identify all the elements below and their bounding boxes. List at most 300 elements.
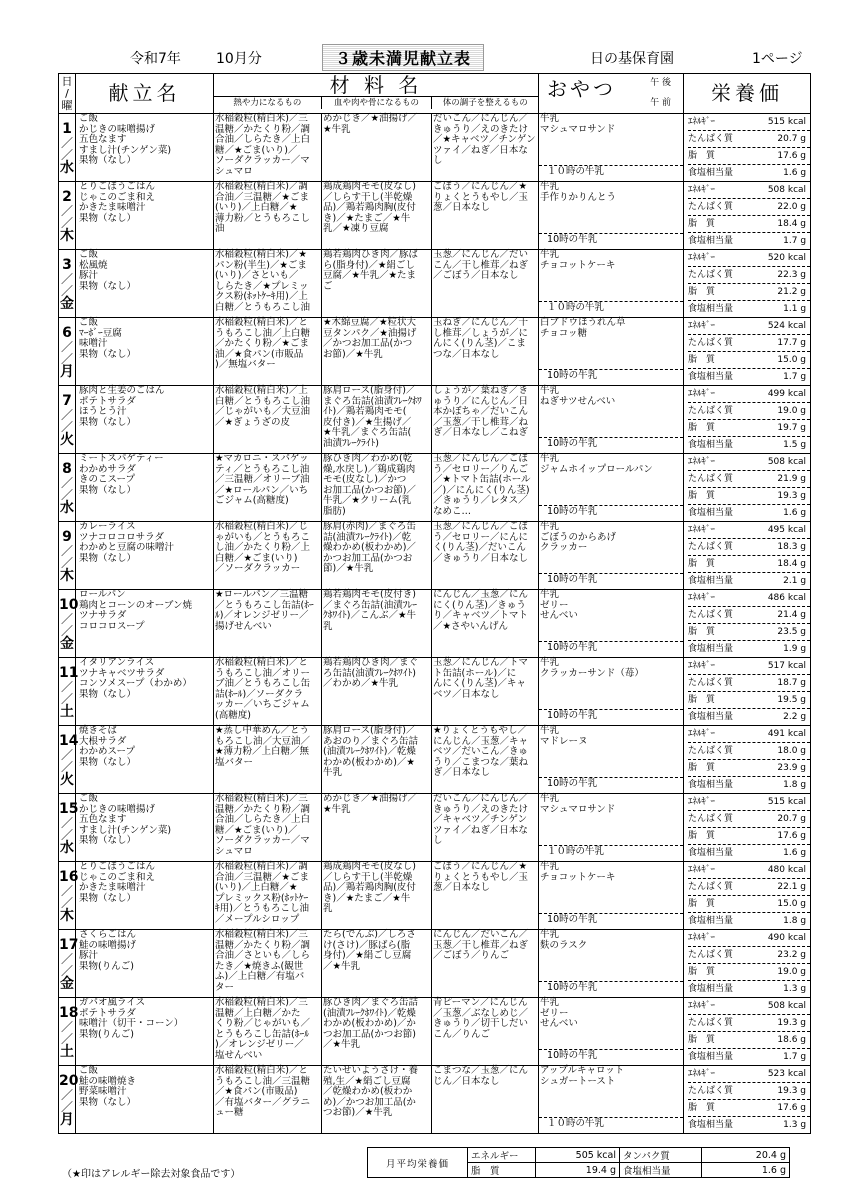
c2-line: (油漬ﾌﾚｰｸﾎﾜｲﾄ)／乾燥 [323, 1007, 416, 1019]
c3-line: にく(りん茎)／きゅう [433, 599, 526, 611]
ingredient-body-cell [322, 454, 432, 522]
c2-line: け(さけ)／豚ばら(脂 [323, 939, 411, 951]
c1-line: ／メープルシロップ [215, 913, 300, 925]
fat-row [688, 556, 810, 573]
snack-line: クラッカー [540, 542, 588, 554]
salt-label: 食塩相当量 [688, 576, 734, 586]
salt-label: 食塩相当量 [688, 508, 734, 518]
energy-value: 490 kcal [767, 933, 807, 943]
c1-line: 水稲穀粒(精白米)／三 [215, 113, 308, 124]
c2-line: まぐろ缶詰(油漬ﾌﾚｰｸﾎﾜ [323, 395, 422, 407]
dishes-line: わかめスープ [79, 746, 136, 758]
snack-line: クラッカーサンド（苺） [540, 667, 644, 679]
c3-line: つな／日本なし [433, 348, 500, 360]
c2-line: 鶏若鶏肉ひき肉／まぐ [323, 657, 419, 668]
c2-line: 殖,生／★絹ごし豆腐 [323, 1075, 411, 1087]
fat-row [688, 964, 810, 981]
fat-row [688, 420, 810, 437]
c3-line: く(りん茎)／だいこん [433, 542, 526, 554]
c2-line: 牛乳／★クリーム(乳 [323, 495, 412, 507]
menu-body [59, 114, 811, 1134]
energy-label: ｴﾈﾙｷﾞｰ [688, 457, 716, 467]
col-nutrition: 栄養価 [684, 74, 811, 114]
day-row [59, 522, 811, 590]
avg-salt-label: 食塩相当量 [620, 1163, 702, 1178]
day-number: 9 [62, 529, 72, 545]
fat-value: 21.2 g [777, 287, 807, 297]
salt-row [688, 233, 810, 249]
snack-line: ねぎサツせんべい [540, 395, 616, 407]
c1-line: ソーダクラッカー／マ [215, 155, 310, 167]
protein-row [688, 607, 810, 624]
avg-energy-label: エネルギー [468, 1148, 536, 1163]
nutrition-cell [684, 114, 811, 182]
day-of-week: 月 [60, 364, 74, 380]
dish-cell [76, 182, 214, 250]
salt-label: 食塩相当量 [688, 440, 734, 450]
snack-line: 手作りかりんとう [540, 191, 617, 203]
c3-line: ツァイ／ねぎ／日本な [433, 144, 528, 156]
c3-line: し [433, 155, 443, 167]
dishes-line: 五色なます [79, 814, 127, 826]
ingredient-energy-cell [214, 454, 322, 522]
day-cell [59, 250, 76, 318]
menu-table [58, 73, 811, 1134]
c2-line: 乳／★凍り豆腐 [323, 223, 389, 235]
protein-label: たんぱく質 [688, 746, 734, 756]
dishes-line: 果物(りんご) [79, 1028, 134, 1040]
c2-line: ／わかめ／★牛乳 [323, 678, 399, 690]
dishes-line: 果物(りんご) [79, 960, 134, 972]
c3-line: ぎ／日本なし／こねぎ [433, 427, 529, 439]
c2-line: お節)／★牛乳 [323, 348, 383, 360]
fat-label: 脂 質 [688, 491, 716, 501]
c2-line: あおのり／まぐろ缶詰 [323, 735, 419, 747]
c1-line: ★マカロニ・スパゲッ [215, 453, 309, 464]
fat-label: 脂 質 [688, 1035, 716, 1045]
fat-row [688, 148, 810, 165]
protein-label: たんぱく質 [688, 610, 734, 620]
day-row [59, 726, 811, 794]
c3-line: にんじん／だいこん／ [433, 929, 529, 940]
c3-line: こん／りんご [433, 1028, 491, 1040]
fat-label: 脂 質 [688, 967, 716, 977]
dishes-line: 果物（なし） [79, 155, 137, 167]
dishes-line: 味噌汁（切干・コーン） [79, 1018, 184, 1030]
dishes-line: 果物（なし） [79, 552, 137, 564]
c1-line: ッカー／いちごジャム [215, 699, 310, 711]
day-row [59, 182, 811, 250]
ingredient-body-cell [322, 930, 432, 998]
c1-line: 糖／★ごま(いり)／ [215, 824, 298, 836]
day-of-week: 木 [60, 568, 74, 584]
col-snack [539, 74, 684, 114]
c1-line: とうもろこし缶詰(ﾎｰﾙ [215, 1028, 309, 1040]
day-row [59, 114, 811, 182]
protein-label: たんぱく質 [688, 270, 734, 280]
protein-label: たんぱく質 [688, 814, 734, 824]
c1-line: シュマロ [215, 165, 253, 177]
protein-row [688, 743, 810, 760]
morning-snack: 10時の牛乳 [539, 1049, 683, 1062]
c2-line: わかめ(板わかめ)／★ [323, 756, 415, 768]
fat-value: 23.5 g [777, 627, 807, 637]
dish-cell [76, 318, 214, 386]
fat-row [688, 1100, 810, 1117]
salt-label: 食塩相当量 [688, 712, 734, 722]
c1-line: うもろこし油／オリー [215, 667, 311, 679]
dishes-line: 果物（なし） [79, 280, 137, 292]
snack-line: 牛乳 [540, 997, 560, 1008]
day-cell [59, 726, 79, 794]
c1-line: ／★ぎょうざの皮 [215, 416, 291, 428]
c3-line: ベツ／日本なし [433, 688, 500, 700]
c2-line: ｲﾄ)／鶏若鶏肉モモ( [323, 406, 407, 418]
day-row [59, 590, 811, 658]
c1-line: ソーダクラッカー／マ [215, 835, 310, 847]
protein-row [688, 1083, 810, 1100]
dishes-line: ツナサラダ [79, 610, 127, 622]
ingredient-condition-cell [432, 726, 539, 794]
c2-line: 燥わかめ(板わかめ)／ [323, 542, 416, 554]
ingredient-energy-cell [214, 862, 322, 930]
energy-row [688, 794, 810, 811]
day-of-week: 土 [60, 1044, 74, 1060]
c3-line: きゅうり／切干しだい [433, 1018, 529, 1030]
avg-protein-label: タンパク質 [620, 1148, 702, 1163]
c2-line: 豆タンパク／★油揚げ [323, 327, 417, 339]
energy-row [688, 454, 810, 471]
day-slash-2: ／ [60, 148, 73, 162]
c2-line: 鶏成鶏肉モモ(皮なし) [323, 181, 416, 192]
c3-line: し [433, 835, 443, 847]
c1-line: 水稲穀粒(精白米)／三 [215, 793, 308, 804]
fat-label: 脂 質 [688, 423, 716, 433]
dishes-line: ポテトサラダ [79, 1007, 136, 1019]
snack-line: チョコットケーキ [540, 259, 616, 271]
day-slash-2: ／ [60, 1032, 73, 1046]
ingredient-energy-cell [214, 998, 322, 1066]
energy-value: 508 kcal [767, 1001, 807, 1011]
protein-value: 18.7 g [777, 678, 807, 688]
c2-line: つお加工品(かつお節) [323, 1028, 416, 1040]
dishes-line: ツナキャベツサラダ [79, 667, 165, 679]
c3-line: だいこん／にんじん／ [433, 793, 529, 804]
month: 10月分 [216, 51, 262, 67]
c2-line: ／しらす干し(半乾燥 [323, 871, 413, 883]
c2-line: 品)／鶏若鶏肉胸(皮付 [323, 882, 416, 894]
day-of-week: 土 [60, 704, 74, 720]
dishes-line: さくらごはん [79, 929, 137, 940]
c2-line: 油漬ﾌﾚｰｸﾗｲﾄ) [323, 437, 379, 449]
day-slash-1: ／ [60, 884, 73, 898]
c3-line: 青ピーマン／にんじん [433, 997, 528, 1008]
c2-line: 牛乳 [323, 767, 343, 779]
protein-value: 18.0 g [777, 746, 807, 756]
day-slash-2: ／ [60, 964, 73, 978]
c1-line: 水稲穀粒(精白米)／と [215, 657, 308, 668]
c3-line: ト缶詰(ホール)／に [433, 667, 517, 679]
fat-row [688, 284, 810, 301]
avg-label: 月平均栄養価 [368, 1148, 468, 1178]
day-slash-2: ／ [60, 216, 73, 230]
c2-line: ／乾燥わかめ(板わか [323, 1086, 413, 1098]
c1-line: ★薄力粉／上白糖／無 [215, 746, 310, 758]
protein-label: たんぱく質 [688, 134, 734, 144]
ingredient-energy-cell [214, 1066, 322, 1134]
c1-line: ／かたくり粉／★ごま [215, 338, 310, 350]
c1-line: ★ロールパン／三温糖 [215, 589, 309, 600]
day-cell [59, 930, 79, 998]
protein-value: 20.7 g [777, 134, 807, 144]
ingredient-condition-cell [432, 522, 539, 590]
fat-row [688, 216, 810, 233]
protein-value: 20.7 g [777, 814, 807, 824]
c1-line: パン粉(半生)／★ごま [215, 259, 307, 271]
avg-fat-value: 19.4 g [536, 1163, 620, 1178]
salt-label: 食塩相当量 [688, 236, 734, 246]
ingredient-condition-cell [432, 862, 539, 930]
salt-row [688, 641, 810, 657]
fat-label: 脂 質 [688, 219, 716, 229]
salt-label: 食塩相当量 [688, 304, 734, 314]
c2-line: 乳 [323, 903, 333, 915]
c3-line: り／キャベツ／トマト [433, 610, 529, 622]
morning-snack: 10時の牛乳 [539, 437, 683, 450]
nutrition-cell [684, 182, 811, 250]
day-slash-2: ／ [60, 692, 73, 706]
day-slash-1: ／ [60, 544, 73, 558]
c1-line: 白糖／とうもろこし油 [215, 301, 311, 313]
c2-line: ★牛乳 [323, 123, 351, 135]
snack-line: せんべい [540, 1018, 578, 1030]
dish-cell [76, 794, 214, 862]
snack-line: 牛乳 [540, 181, 560, 192]
dishes-line: 豚汁 [79, 950, 99, 962]
energy-row [688, 1066, 810, 1083]
day-slash-2: ／ [60, 556, 73, 570]
salt-value: 1.9 g [783, 644, 807, 654]
snack-cell [539, 862, 684, 930]
c1-line: ふ)／上白糖／有塩バ [215, 971, 305, 983]
c1-line: うもろこし油／三温糖 [215, 1075, 311, 1087]
c3-line: 玉葱／にんじん／だい [433, 249, 529, 260]
protein-label: たんぱく質 [688, 678, 734, 688]
day-slash-2: ／ [60, 896, 73, 910]
day-slash-1: ／ [60, 816, 73, 830]
fat-label: 脂 質 [688, 559, 716, 569]
day-slash-1: ／ [60, 680, 73, 694]
c1-line: 水稲穀粒(精白米)／調 [215, 181, 308, 192]
c2-line: 豚肩(赤肉)／まぐろ缶 [323, 521, 416, 532]
ingredient-body-cell [322, 794, 432, 862]
day-slash-1: ／ [60, 476, 73, 490]
energy-value: 495 kcal [767, 525, 807, 535]
morning-snack: １０時の牛乳 [539, 1117, 683, 1130]
snack-line: マシュマロサンド [540, 803, 616, 815]
ingredient-body-cell [322, 862, 432, 930]
c3-line: りょくとうもやし／玉 [433, 871, 529, 883]
salt-row [688, 981, 810, 997]
salt-label: 食塩相当量 [688, 780, 734, 790]
dishes-line: ミートスパゲティー [79, 453, 164, 464]
nutrition-cell [684, 590, 811, 658]
c3-line: 玉葱／にんじん／ごぼ [433, 453, 529, 464]
protein-row [688, 1015, 810, 1032]
c3-line: にんじん／玉葱／にん [433, 589, 529, 600]
snack-line: 牛乳 [540, 521, 560, 532]
day-number: 6 [62, 325, 72, 341]
protein-row [688, 471, 810, 488]
c1-line: 合油／しらたき／上白 [215, 134, 311, 146]
morning-snack: １０時の牛乳 [539, 845, 683, 858]
salt-row [688, 777, 810, 793]
c2-line: 鶏成鶏肉モモ(皮なし) [323, 861, 416, 872]
dishes-line: 五色なます [79, 134, 127, 146]
c2-line: き)／★たまご／★牛 [323, 212, 411, 224]
col-ingredients [214, 74, 539, 114]
dishes-line: 野菜味噌汁 [79, 1086, 127, 1098]
day-slash-1: ／ [60, 612, 73, 626]
snack-cell [539, 590, 684, 658]
protein-label: たんぱく質 [688, 882, 734, 892]
day-slash-2: ／ [60, 352, 73, 366]
salt-label: 食塩相当量 [688, 168, 734, 178]
salt-value: 1.8 g [783, 780, 807, 790]
c3-line: ／★トマト缶詰(ホール [433, 474, 531, 486]
day-of-week: 火 [60, 772, 74, 788]
ingredient-energy-cell [214, 250, 322, 318]
c1-line: 詰(ﾎｰﾙ)／ソーダクラ [215, 688, 304, 700]
c1-line: 水稲穀粒(精白米)／じ [215, 521, 308, 532]
energy-label: ｴﾈﾙｷﾞｰ [688, 389, 716, 399]
day-slash-1: ／ [60, 340, 73, 354]
c3-line: ぎ／日本なし [433, 767, 491, 779]
c3-line: ／玉葱／ぶなしめじ／ [433, 1007, 529, 1019]
protein-label: たんぱく質 [688, 1086, 734, 1096]
day-cell [59, 454, 76, 522]
snack-line: 牛乳 [540, 385, 560, 396]
c1-line: 水稲穀粒(精白米)／上 [215, 385, 308, 396]
dish-cell [76, 114, 214, 182]
c2-line: めかじき／★油揚げ／ [323, 793, 418, 804]
fat-value: 18.6 g [777, 1035, 807, 1045]
dishes-line: ガパオ風ライス [79, 997, 146, 1008]
fat-value: 18.4 g [777, 559, 807, 569]
c1-line: 水稲穀粒(精白米)／と [215, 1065, 308, 1076]
day-cell [59, 998, 79, 1066]
snack-line: ジャムホイップロールパン [540, 463, 653, 475]
ingredient-energy-cell [214, 114, 322, 182]
dishes-line: 果物（なし） [79, 1096, 137, 1108]
protein-row [688, 267, 810, 284]
energy-row [688, 250, 810, 267]
ingredient-energy-cell [214, 726, 322, 794]
day-of-week: 金 [60, 636, 74, 652]
fat-row [688, 896, 810, 913]
c1-line: 温糖／かたくり粉／調 [215, 123, 311, 135]
fat-value: 15.0 g [777, 355, 807, 365]
c2-line: ／かつお加工品(かつ [323, 338, 413, 350]
c2-line: ろ缶詰(油漬ﾌﾚｰｸﾎﾜｲﾄ) [323, 667, 416, 679]
day-of-week: 金 [60, 976, 74, 992]
energy-label: ｴﾈﾙｷﾞｰ [688, 321, 716, 331]
day-of-week: 水 [60, 500, 74, 516]
energy-value: 508 kcal [767, 185, 807, 195]
c1-line: 水稲穀粒(精白米)／三 [215, 929, 308, 940]
c2-line: たいせいようさけ・養 [323, 1065, 419, 1076]
protein-row [688, 947, 810, 964]
ingredient-condition-cell [432, 930, 539, 998]
ingredients-title: 材 料 名 [214, 74, 538, 97]
day-of-week: 水 [60, 160, 74, 176]
snack-line: 白ブドウほうれん草 [540, 317, 626, 328]
energy-value: 517 kcal [767, 661, 807, 671]
protein-value: 22.0 g [777, 202, 807, 212]
day-number: 11 [59, 665, 79, 681]
fat-row [688, 828, 810, 845]
c3-line: ／きゅうり／日本なし [433, 552, 529, 564]
day-slash-1: ／ [60, 1020, 73, 1034]
nutrition-cell [684, 454, 811, 522]
day-row [59, 658, 811, 726]
dishes-line: ご飯 [79, 793, 99, 804]
protein-row [688, 539, 810, 556]
fat-label: 脂 質 [688, 1103, 716, 1113]
morning-snack: 10時の牛乳 [539, 505, 683, 518]
energy-row [688, 114, 810, 131]
day-of-week: 木 [60, 908, 74, 924]
protein-row [688, 811, 810, 828]
dishes-line: 果物（なし） [79, 416, 137, 428]
salt-row [688, 301, 810, 317]
energy-label: ｴﾈﾙｷﾞｰ [688, 1069, 716, 1079]
ingredient-body-cell [322, 522, 432, 590]
energy-row [688, 862, 810, 879]
ingredient-body-cell [322, 590, 432, 658]
salt-label: 食塩相当量 [688, 1052, 734, 1062]
fat-row [688, 352, 810, 369]
c2-line: 脂肪) [323, 505, 346, 517]
salt-value: 1.7 g [783, 236, 807, 246]
c3-line: 玉ねぎ／にんじん／干 [433, 317, 529, 328]
protein-label: たんぱく質 [688, 406, 734, 416]
c1-line: ブ油／とうもろこし缶 [215, 678, 311, 690]
c3-line: ／玉葱／干し椎茸／ね [433, 416, 529, 428]
morning-snack: 10時の牛乳 [539, 913, 683, 926]
c1-line: 塩せんべい [215, 1049, 263, 1061]
c2-line: 豆腐／★牛乳／★たま [323, 270, 417, 282]
c2-line: 鶏若鶏肉ひき肉／豚ば [323, 249, 419, 260]
ingredient-condition-cell [432, 1066, 539, 1134]
day-row [59, 386, 811, 454]
snack-line: 牛乳 [540, 861, 560, 872]
ingredient-body-cell [322, 726, 432, 794]
c1-line: 温糖／かたくり粉／調 [215, 939, 311, 951]
protein-row [688, 335, 810, 352]
day-row [59, 998, 811, 1066]
energy-value: 520 kcal [767, 253, 807, 263]
snack-line: 牛乳 [540, 793, 560, 804]
fat-label: 脂 質 [688, 151, 716, 161]
energy-value: 480 kcal [767, 865, 807, 875]
fat-value: 19.7 g [777, 423, 807, 433]
morning-snack: 10時の牛乳 [539, 709, 683, 722]
c2-line: 豚ひき肉／まぐろ缶詰 [323, 997, 419, 1008]
day-slash-2: ／ [60, 828, 73, 842]
ingredient-body-cell [322, 114, 432, 182]
snack-line: ごぼうのからあげ [540, 531, 617, 543]
